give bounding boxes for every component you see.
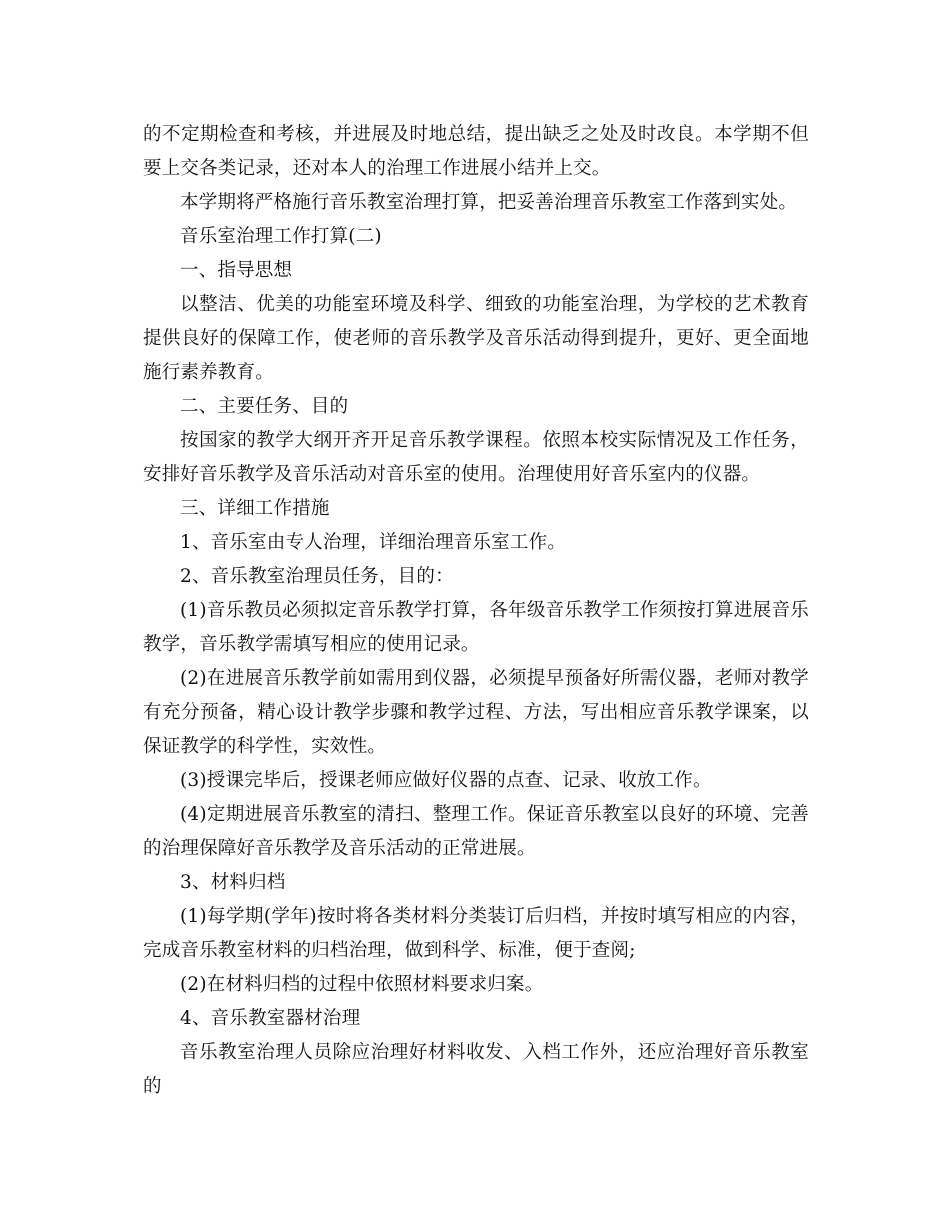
list-item-3: 3、材料归档 <box>180 872 286 893</box>
sub-item-2: (2)在进展音乐教学前如需用到仪器，必须提早预备好所需仪器，老师对教学有充分预备，精心设计教学步骤和教学过程、方法，写出相应音乐教学课案，以保证教学的科学性，实效性。 <box>143 668 809 757</box>
document-body <box>143 118 809 1104</box>
archive-item-1: (1)每学期(学年)按时将各类材料分类装订后归档，并按时填写相应的内容，完成音乐教室材料的归档治理，做到科学、标准，便于查阅; <box>143 906 809 961</box>
list-item-2: 2、音乐教室治理员任务，目的： <box>180 566 454 587</box>
heading-guiding-idea: 一、指导思想 <box>180 260 293 281</box>
sub-item-4: (4)定期进展音乐教室的清扫、整理工作。保证音乐教室以良好的环境、完善的治理保障好音乐教学及音乐活动的正常进展。 <box>143 804 809 859</box>
archive-item-2: (2)在材料归档的过程中依照材料要求归案。 <box>180 974 544 995</box>
sub-item-1: (1)音乐教员必须拟定音乐教学打算，各年级音乐教学工作须按打算进展音乐教学，音乐教学需填写相应的使用记录。 <box>143 600 809 655</box>
sub-item-3: (3)授课完毕后，授课老师应做好仪器的点查、记录、收放工作。 <box>180 770 712 791</box>
paragraph-guiding-idea: 以整洁、优美的功能室环境及科学、细致的功能室治理，为学校的艺术教育提供良好的保障工作，使老师的音乐教学及音乐活动得到提升，更好、更全面地施行素养教育。 <box>143 294 809 383</box>
section-title: 音乐室治理工作打算(二) <box>180 226 382 247</box>
paragraph-summary: 本学期将严格施行音乐教室治理打算，把妥善治理音乐教室工作落到实处。 <box>180 192 798 213</box>
heading-main-tasks: 二、主要任务、目的 <box>180 396 349 417</box>
paragraph-equipment: 音乐教室治理人员除应治理好材料收发、入档工作外，还应治理好音乐教室的 <box>143 1042 809 1097</box>
heading-work-measures: 三、详细工作措施 <box>180 498 330 519</box>
paragraph-main-tasks: 按国家的教学大纲开齐开足音乐教学课程。依照本校实际情况及工作任务，安排好音乐教学及音乐活动对音乐室的使用。治理使用好音乐室内的仪器。 <box>143 430 809 485</box>
list-item-1: 1、音乐室由专人治理，详细治理音乐室工作。 <box>180 532 566 553</box>
list-item-4: 4、音乐教室器材治理 <box>180 1008 361 1029</box>
paragraph-continuation: 的不定期检查和考核，并进展及时地总结，提出缺乏之处及时改良。本学期不但要上交各类记录，还对本人的治理工作进展小结并上交。 <box>143 124 809 179</box>
